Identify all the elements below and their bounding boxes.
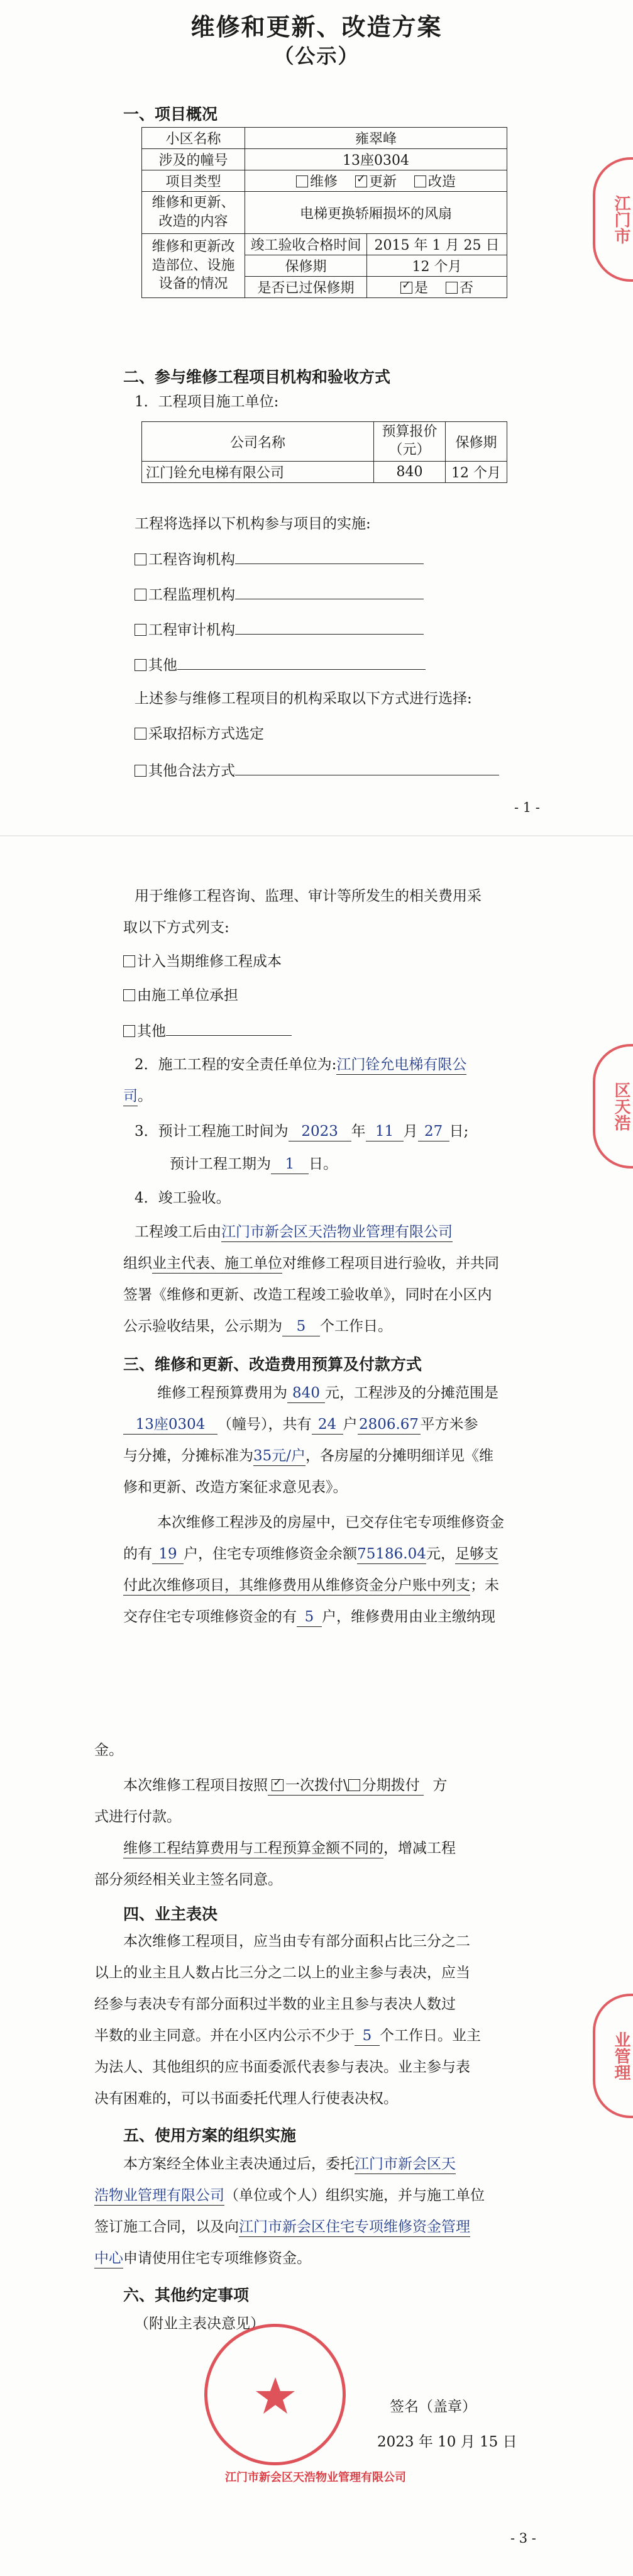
payment-method-choice: ✓ 一次拨付\ 分期拨付 — [268, 1777, 424, 1796]
checkbox-fee-cost[interactable] — [123, 955, 135, 967]
cell-content-label: 维修和更新、 改造的内容 — [142, 192, 245, 234]
budget-line-2: 13座0304 （幢号），共有 24 户 2806.67 平方米参 — [123, 1416, 478, 1435]
document-subtitle: （公示） — [273, 44, 360, 68]
checkbox-pay-once[interactable] — [272, 1779, 283, 1791]
seal-graphic — [219, 2338, 332, 2451]
fund-line-2: 的有 19 户，住宅专项维修资金余额75186.04元，足够支 — [123, 1546, 498, 1564]
safety-company-name: 江门铨允电梯有限公 — [336, 1057, 466, 1075]
edge-seal-stamp-2: 区天浩 — [593, 1044, 633, 1169]
checkbox-update[interactable] — [355, 175, 367, 187]
vote-line-6: 决有困难的，可以书面委托代理人行使表决权。 — [94, 2090, 398, 2107]
start-day: 27 — [418, 1123, 449, 1141]
checkbox-audit[interactable] — [135, 624, 146, 636]
document-title: 维修和更新、改造方案 — [190, 13, 443, 41]
payment-line-2: 式进行付款。 — [94, 1809, 181, 1825]
fund-line-5: 金。 — [94, 1742, 123, 1758]
impl-line-2: 浩物业管理有限公司（单位或个人）组织实施，并与施工单位 — [94, 2187, 485, 2206]
budget-line-1: 维修工程预算费用为 840 元，工程涉及的分摊范围是 — [157, 1385, 498, 1403]
item-1-label: 1．工程项目施工单位: — [135, 394, 279, 410]
sign-date: 2023 年 10 月 15 日 — [377, 2434, 517, 2450]
vote-line-2: 以上的业主且人数占比三分之二以上的业主参与表决，应当 — [94, 1965, 470, 1981]
choose-org-text: 工程将选择以下机构参与项目的实施: — [135, 516, 371, 532]
budget-line-3: 与分摊，分摊标准为35元/户，各房屋的分摊明细详见《维 — [123, 1448, 493, 1466]
settlement-line-1: 维修工程结算费用与工程预算金额不同的，增减工程 — [123, 1840, 456, 1858]
vote-line-1: 本次维修工程项目，应当由专有部分面积占比三分之二 — [123, 1933, 470, 1950]
cell-warranty-value: 12 个月 — [367, 255, 507, 277]
settlement-line-2: 部分须经相关业主签名同意。 — [94, 1872, 282, 1888]
col-budget: 预算报价 （元） — [374, 422, 446, 462]
org-option-audit: 工程审计机构 — [135, 620, 424, 640]
section-4-heading: 四、业主表决 — [123, 1905, 218, 1923]
page-1 — [0, 0, 633, 836]
cell-facility-label: 维修和更新改 造部位、设施 设备的情况 — [142, 234, 245, 298]
section-5-heading: 五、使用方案的组织实施 — [123, 2126, 297, 2145]
fee-option-contractor: 由施工单位承担 — [123, 987, 238, 1005]
section-3-heading: 三、维修和更新、改造费用预算及付款方式 — [123, 1355, 422, 1374]
vote-line-3: 经参与表决专有部分面积过半数的业主且参与表决人数过 — [94, 1996, 456, 2012]
acceptance-line-4: 公示验收结果，公示期为 5 个工作日。 — [123, 1318, 392, 1336]
page-number-3: - 3 - — [510, 2531, 536, 2546]
method-option-other: 其他合法方式 — [135, 761, 499, 780]
fund-line-1: 本次维修工程涉及的房屋中，已交存住宅专项维修资金 — [157, 1514, 504, 1531]
contractor-table — [141, 421, 507, 483]
start-month: 11 — [366, 1123, 404, 1141]
checkbox-repair[interactable] — [296, 175, 308, 187]
label-update: 更新 — [368, 174, 397, 190]
col-warranty: 保修期 — [446, 422, 507, 462]
blank-line[interactable] — [235, 761, 499, 775]
impl-line-3: 签订施工合同，以及向江门市新会区住宅专项维修资金管理 — [94, 2219, 470, 2237]
seal-text: 江门市新会区天浩物业管理有限公司 — [225, 2471, 406, 2484]
row-company-name: 江门铨允电梯有限公司 — [142, 462, 374, 483]
start-year: 2023 — [289, 1123, 351, 1141]
impl-line-4: 中心申请使用住宅专项维修资金。 — [94, 2250, 311, 2268]
fund-line-4: 交存住宅专项维修资金的有 5 户，维修费用由业主缴纳现 — [123, 1609, 495, 1627]
org-option-supervision: 工程监理机构 — [135, 585, 424, 604]
checkbox-tender[interactable] — [135, 728, 146, 740]
page-3 — [0, 836, 633, 2576]
cell-building-value: 13座0304 — [245, 149, 507, 170]
label-repair: 维修 — [309, 174, 338, 190]
section-2-heading: 二、参与维修工程项目机构和验收方式 — [123, 368, 391, 386]
page-number-1: - 1 - — [514, 800, 540, 815]
impl-line-1: 本方案经全体业主表决通过后，委托江门市新会区天 — [123, 2156, 456, 2174]
col-company-name: 公司名称 — [142, 422, 374, 462]
item-3-duration: 预计工程工期为 1 日。 — [170, 1156, 338, 1174]
vote-line-5: 为法人、其他组织的应书面委派代表参与表决。业主参与表 — [94, 2059, 470, 2075]
signature-label: 签名（盖章） — [390, 2399, 476, 2415]
acceptance-line-3: 签署《维修和更新、改造工程竣工验收单》，同时在小区内 — [123, 1287, 492, 1303]
edge-seal-stamp-1: 江门市 — [593, 157, 633, 282]
org-option-consulting: 工程咨询机构 — [135, 550, 424, 569]
cell-expired-options — [367, 277, 507, 298]
fee-option-other: 其他 — [123, 1021, 292, 1041]
checkbox-fee-contractor[interactable] — [123, 989, 135, 1001]
method-option-tender: 采取招标方式选定 — [135, 726, 264, 743]
edge-seal-stamp-3: 业管理 — [593, 1994, 633, 2118]
blank-line[interactable] — [235, 620, 424, 635]
vote-line-4: 半数的业主同意。并在小区内公示不少于 5 个工作日。业主 — [94, 2028, 481, 2046]
checkbox-consulting[interactable] — [135, 553, 146, 565]
cell-building-label: 涉及的幢号 — [142, 149, 245, 170]
acceptance-line-1: 工程竣工后由江门市新会区天浩物业管理有限公司 — [135, 1224, 453, 1242]
project-overview-table — [141, 127, 507, 298]
blank-line[interactable] — [235, 585, 424, 599]
select-method-text: 上述参与维修工程项目的机构采取以下方式进行选择: — [135, 691, 472, 707]
item-4-acceptance: 4．竣工验收。 — [135, 1190, 231, 1206]
checkbox-no[interactable] — [446, 282, 458, 294]
acceptance-line-2: 组织业主代表、施工单位对维修工程项目进行验收，并共同 — [123, 1255, 499, 1274]
row-budget: 840 — [374, 462, 446, 483]
label-no: 否 — [459, 280, 473, 296]
checkbox-method-other[interactable] — [135, 765, 146, 777]
label-renovate: 改造 — [427, 174, 456, 190]
duration-days: 1 — [271, 1156, 309, 1174]
fee-text-line-1: 用于维修工程咨询、监理、审计等所发生的相关费用采 — [135, 888, 482, 904]
section-6-heading: 六、其他约定事项 — [123, 2286, 250, 2304]
item-2-safety-cont: 司。 — [123, 1088, 152, 1106]
payment-line-1: 本次维修工程项目按照✓ 一次拨付\ 分期拨付 方 — [123, 1777, 447, 1796]
fee-option-cost: 计入当期维修工程成本 — [123, 953, 282, 971]
cell-community-label: 小区名称 — [142, 128, 245, 149]
section-1-heading: 一、项目概况 — [123, 105, 218, 123]
cell-expired-label: 是否已过保修期 — [245, 277, 367, 298]
blank-line[interactable] — [166, 1021, 292, 1036]
checkbox-supervision[interactable] — [135, 589, 146, 601]
attachment-note: （附业主表决意见） — [135, 2316, 265, 2332]
checkbox-pay-installment[interactable] — [348, 1779, 360, 1791]
row-warranty: 12 个月 — [446, 462, 507, 483]
checkbox-fee-other[interactable] — [123, 1025, 135, 1037]
checkbox-org-other[interactable] — [135, 659, 146, 671]
fee-text-line-2: 取以下方式列支: — [123, 919, 229, 936]
company-seal-stamp — [204, 2324, 346, 2465]
cell-type-options — [245, 170, 507, 192]
item-3-schedule: 3．预计工程施工时间为 2023 年 11 月 27 日; — [135, 1123, 468, 1141]
cell-type-label: 项目类型 — [142, 170, 245, 192]
checkbox-renovate[interactable] — [414, 175, 426, 187]
cell-warranty-label: 保修期 — [245, 255, 367, 277]
cell-acceptance-date-value: 2015 年 1 月 25 日 — [367, 234, 507, 255]
label-yes: 是 — [414, 280, 428, 296]
cell-acceptance-date-label: 竣工验收合格时间 — [245, 234, 367, 255]
cell-content-value: 电梯更换轿厢损坏的风扇 — [245, 192, 507, 234]
fund-line-3: 付此次维修项目，其维修费用从维修资金分户账中列支；未 — [123, 1577, 499, 1596]
blank-line[interactable] — [177, 655, 426, 670]
checkbox-yes[interactable] — [400, 282, 412, 294]
cell-community-value: 雍翠峰 — [245, 128, 507, 149]
budget-line-4: 修和更新、改造方案征求意见表》。 — [123, 1479, 348, 1496]
item-2-safety: 2．施工工程的安全责任单位为:江门铨允电梯有限公 — [135, 1057, 466, 1075]
org-option-other: 其他 — [135, 655, 426, 675]
blank-line[interactable] — [235, 550, 424, 564]
